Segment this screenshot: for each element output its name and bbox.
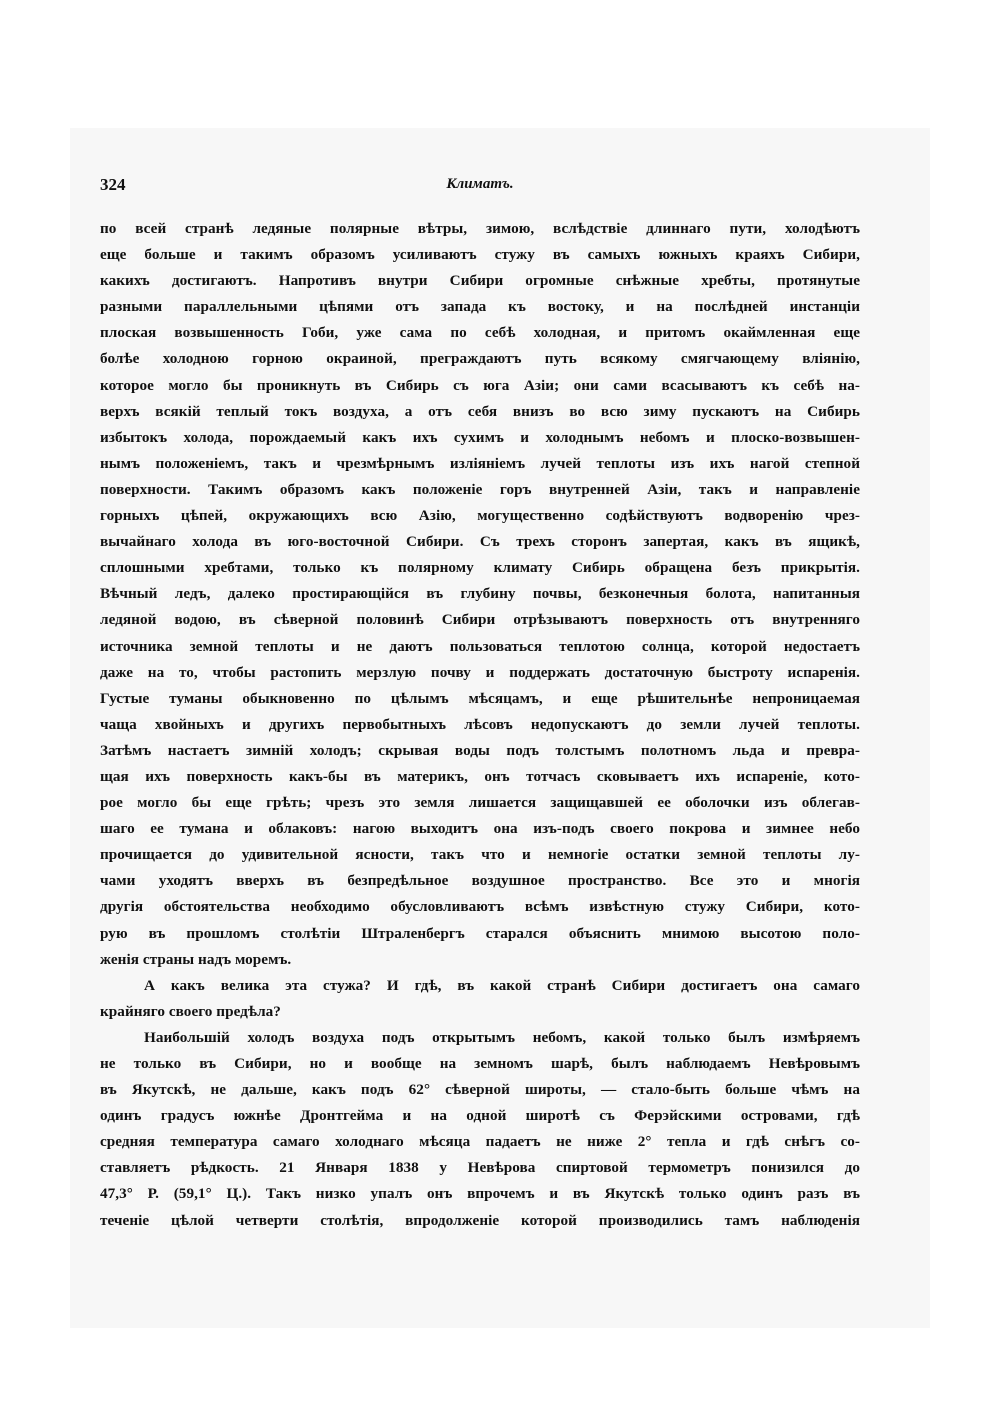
- text-line: вычайнаго холода въ юго-восточной Сибири. Съ трехъ сторонъ запертая, какъ въ ящикѣ,: [100, 533, 860, 551]
- text-line: А какъ велика эта стужа? И гдѣ, въ какой странѣ Сибири достигаетъ она самаго: [144, 976, 860, 994]
- text-line: какихъ достигаютъ. Напротивъ внутри Сибири огромные снѣжные хребты, протянутые: [100, 272, 860, 290]
- text-line: одинъ градусъ южнѣе Дронтгейма и на одной широтѣ съ Ферэйскими островами, гдѣ: [100, 1107, 860, 1125]
- body-text: [100, 216, 860, 1234]
- paragraph: [100, 1025, 860, 1234]
- paragraph: [100, 973, 860, 1025]
- text-line: плоская возвышенность Гоби, уже сама по себѣ холодная, и притомъ окаймленная еще: [100, 324, 860, 342]
- text-line: даже на то, чтобы растопить мерзлую почву и поддержать достаточную быстроту испаренія.: [100, 663, 860, 681]
- text-line: поверхности. Такимъ образомъ какъ положеніе горъ внутренней Азіи, такъ и направленіе: [100, 480, 860, 498]
- text-line: Наибольшій холодъ воздуха подъ открытымъ небомъ, какой только былъ измѣряемъ: [144, 1028, 860, 1046]
- text-line: другія обстоятельства необходимо обусловливаютъ всѣмъ извѣстную стужу Сибири, кото-: [100, 898, 860, 916]
- text-line: горныхъ цѣпей, окружающихъ всю Азію, могущественно содѣйствуютъ водворенію чрез-: [100, 507, 860, 525]
- text-line: теченіе цѣлой четверти столѣтія, впродолженіе которой производились тамъ наблюденія: [100, 1211, 860, 1229]
- text-line: болѣе холодною горною окраиной, преграждаютъ путь всякому смягчающему вліянію,: [100, 350, 860, 368]
- text-line: Густые туманы обыкновенно по цѣлымъ мѣсяцамъ, и еще рѣшительнѣе непроницаемая: [100, 689, 860, 707]
- text-line: не только въ Сибири, но и вообще на земномъ шарѣ, былъ наблюдаемъ Невѣровымъ: [100, 1055, 860, 1072]
- text-line: чаща хвойныхъ и другихъ первобытныхъ лѣсовъ недопускаютъ до земли лучей теплоты.: [100, 715, 860, 733]
- text-line: ледяной водою, въ сѣверной половинѣ Сибири отрѣзываютъ поверхность отъ внутренняго: [100, 611, 860, 629]
- running-title: Климатъ.: [446, 176, 514, 192]
- text-line: верхъ всякій теплый токъ воздуха, а отъ себя внизъ во всю зиму пускаютъ на Сибирь: [100, 402, 860, 420]
- text-line: Затѣмъ настаетъ зимній холодъ; скрывая воды подъ толстымъ полотномъ льда и превра-: [100, 741, 860, 759]
- text-line: рое могло бы еще грѣть; чрезъ это земля лишается защищавшей ее оболочки изъ облегав-: [100, 794, 860, 812]
- text-line: Вѣчный ледъ, далеко простирающійся въ глубину почвы, безконечныя болота, напитанныя: [100, 585, 860, 603]
- text-line: прочищается до удивительной ясности, такъ что и немногіе остатки земной теплоты лу-: [100, 846, 860, 864]
- paragraph: [100, 216, 860, 973]
- text-line: ставляетъ рѣдкость. 21 Января 1838 у Невѣрова спиртовой термометръ понизился до: [100, 1159, 860, 1177]
- text-line: рую въ прошломъ столѣтіи Штраленбергъ старался объяснить мнимою высотою поло-: [100, 924, 860, 942]
- text-line: шаго ее тумана и облаковъ: нагою выходитъ она изъ-подъ своего покрова и зимнее небо: [100, 820, 860, 838]
- text-line: которое могло бы проникнуть въ Сибирь съ юга Азіи; они сами всасываютъ къ себѣ на-: [100, 376, 860, 394]
- text-line: источника земной теплоты и не даютъ пользоваться теплотою солнца, которой недостаетъ: [100, 637, 860, 655]
- page-number: 324: [100, 175, 126, 194]
- text-line: сплошными хребтами, только къ полярному климату Сибирь обращена безъ прикрытія.: [100, 559, 860, 577]
- text-line: щая ихъ поверхность какъ-бы въ материкъ, онъ тотчасъ сковываетъ ихъ испареніе, кото-: [100, 767, 860, 785]
- text-line: средняя температура самаго холоднаго мѣсяца падаетъ не ниже 2° тепла и гдѣ снѣгъ со-: [100, 1133, 860, 1151]
- text-line: по всей странѣ ледяные полярные вѣтры, зимою, вслѣдствіе длиннаго пути, холодѣютъ: [100, 220, 860, 237]
- text-line: нымъ положеніемъ, такъ и чрезмѣрнымъ изліяніемъ лучей теплоты изъ ихъ нагой степной: [100, 454, 860, 472]
- text-line: 47,3° Р. (59,1° Ц.). Такъ низко упалъ онъ впрочемъ и въ Якутскѣ только одинъ разъ въ: [100, 1185, 860, 1203]
- text-line: женія страны надъ моремъ.: [100, 950, 292, 968]
- page-header: [100, 175, 860, 201]
- text-line: разными параллельными цѣпями отъ запада къ востоку, и на послѣдней инстанціи: [100, 298, 860, 316]
- text-line: еще больше и такимъ образомъ усиливаютъ стужу въ самыхъ южныхъ краяхъ Сибири,: [100, 246, 860, 264]
- text-line: въ Якутскѣ, не дальше, какъ подъ 62° сѣверной широты, — стало-быть больше чѣмъ на: [100, 1081, 860, 1099]
- text-line: избытокъ холода, порождаемый какъ ихъ сухимъ и холоднымъ небомъ и плоско-возвышен-: [100, 428, 860, 446]
- text-line: крайняго своего предѣла?: [100, 1002, 281, 1020]
- text-line: чами уходятъ вверхъ въ безпредѣльное воздушное пространство. Все это и многія: [100, 872, 860, 890]
